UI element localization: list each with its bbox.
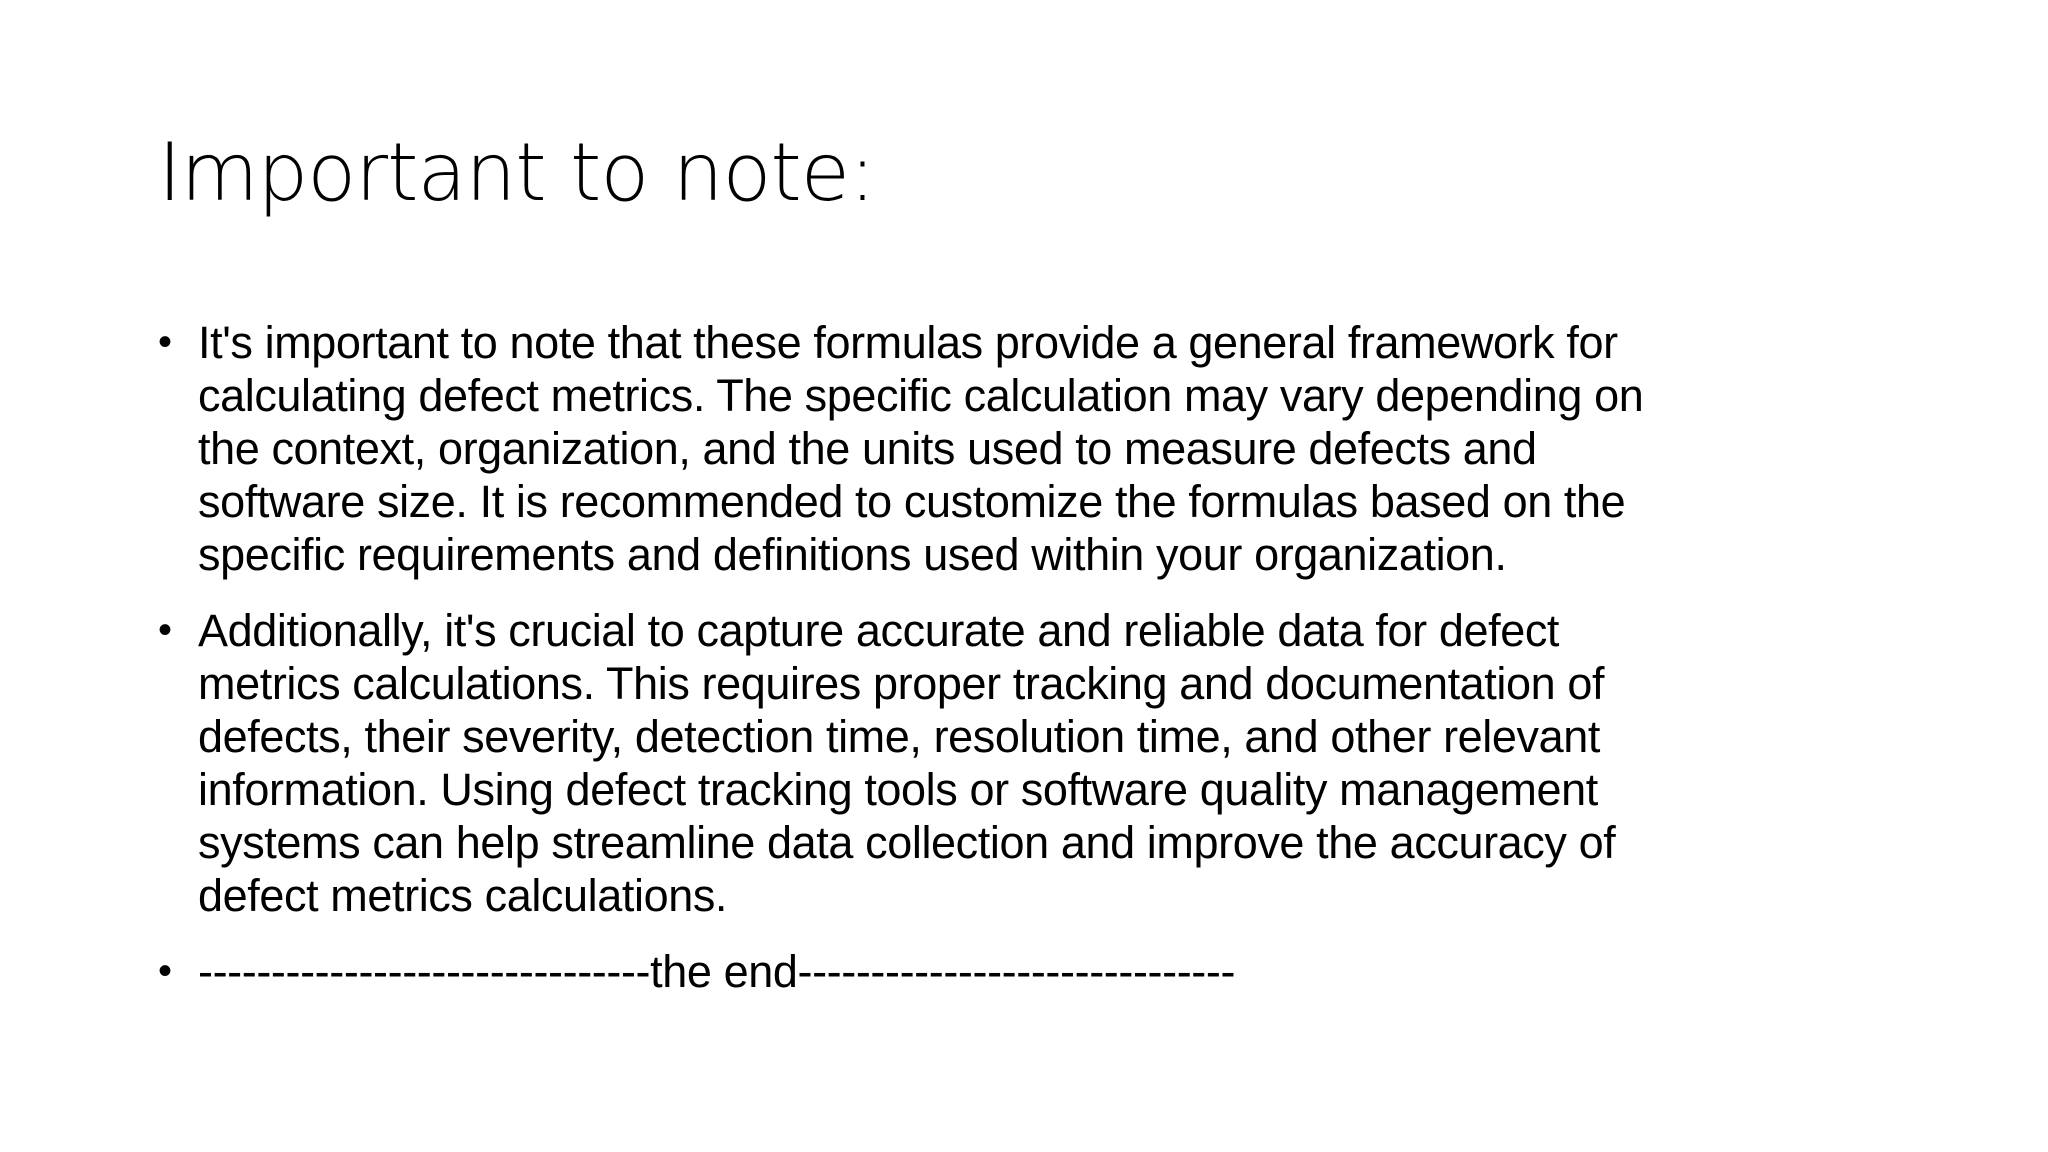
bullet-item-3 (158, 945, 1918, 998)
bullet-line: calculating defect metrics. The specific calculation may vary depending on (198, 370, 1644, 421)
bullet-line: metrics calculations. This requires proper tracking and documentation of (198, 658, 1605, 709)
bullet-line: systems can help streamline data collection and improve the accuracy of (198, 817, 1616, 868)
bullet-item-2 (158, 604, 1918, 922)
bullet-line: software size. It is recommended to customize the formulas based on the (198, 476, 1626, 527)
bullet-line: the context, organization, and the units used to measure defects and (198, 423, 1537, 474)
bullet-line: defect metrics calculations. (198, 870, 728, 921)
bullet-marker: • (158, 949, 172, 993)
bullet-line: defects, their severity, detection time, resolution time, and other relevant (198, 711, 1600, 762)
bullet-marker: • (158, 320, 172, 364)
bullet-list (158, 316, 1918, 1021)
bullet-line: Additionally, it's crucial to capture accurate and reliable data for defect (198, 605, 1560, 656)
bullet-line: It's important to note that these formulas provide a general framework for (198, 317, 1618, 368)
bullet-marker: • (158, 608, 172, 652)
slide-title: Important to note: (158, 126, 875, 219)
bullet-line: information. Using defect tracking tools or software quality management (198, 764, 1598, 815)
end-divider-text: -------------------------------the end------------------------------ (198, 946, 1236, 997)
bullet-item-1 (158, 316, 1918, 581)
bullet-line: specific requirements and definitions used within your organization. (198, 529, 1507, 580)
